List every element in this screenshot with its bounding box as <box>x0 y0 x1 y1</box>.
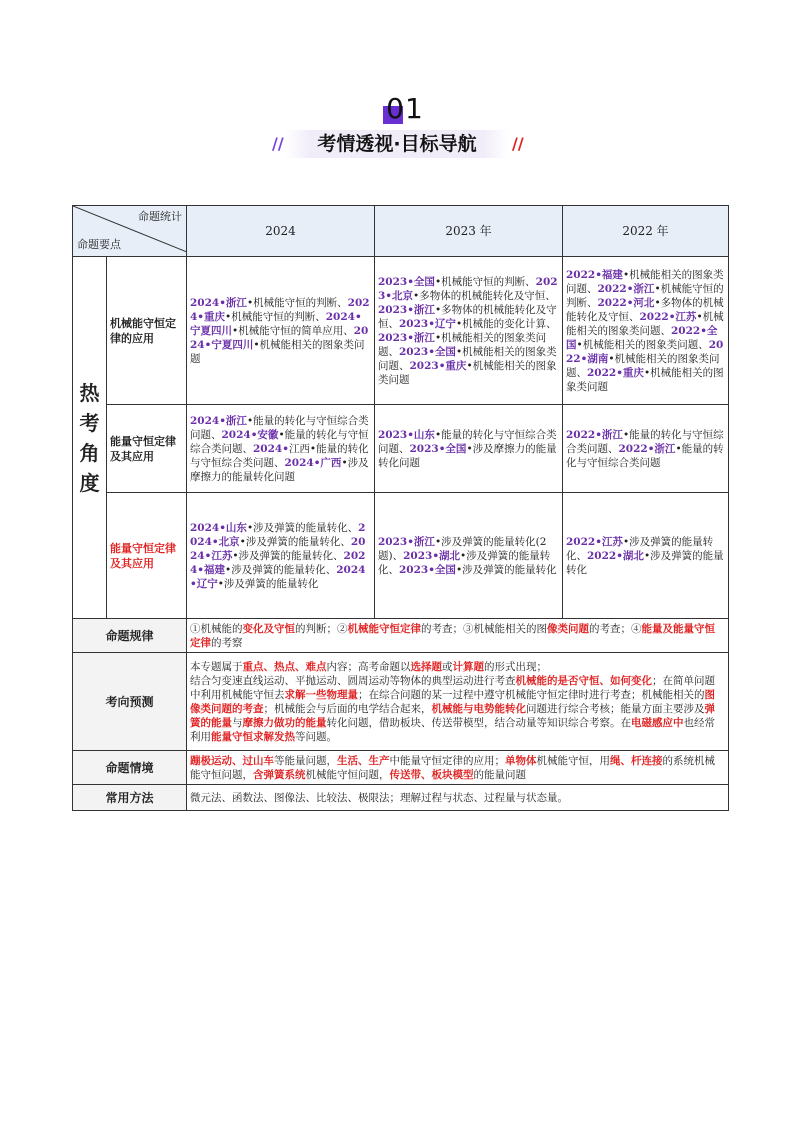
cell <box>375 493 563 619</box>
region-year-tag: 2024•福建 <box>190 549 366 576</box>
highlight-text: 计算题 <box>452 660 484 673</box>
text-segment: •能量的转化与守恒综合类问题、 <box>566 428 724 455</box>
text-segment: •涉及摩擦力的能量转化问题 <box>190 456 369 483</box>
text-segment: •机械能相关的图象类问题 <box>190 338 365 365</box>
region-year-tag: 2024•辽宁 <box>190 563 366 590</box>
text-segment: 本专题属于 <box>190 660 243 673</box>
text-segment: •涉及弹簧的能量转化、 <box>239 535 351 548</box>
group-label <box>73 257 107 619</box>
region-year-tag: 2023•湖北 <box>403 549 461 562</box>
text-segment: •涉及弹簧的能量转化、 <box>566 535 714 562</box>
region-year-tag: 2024•安徽 <box>221 428 279 441</box>
text-segment: •涉及弹簧的能量转化 <box>455 563 557 576</box>
text-segment: •能量的转化与守恒综合类问题、 <box>190 414 369 441</box>
region-year-tag: 2022•浙江 <box>618 442 676 455</box>
table-row <box>73 257 729 405</box>
cell <box>375 257 563 405</box>
region-year-tag: 2023•全国 <box>399 563 456 576</box>
group-label-char: 热 <box>79 380 100 405</box>
text-segment: 的考察 <box>211 636 243 649</box>
region-year-tag: 2022•江苏 <box>566 535 623 548</box>
text-segment: 等问题。 <box>295 730 337 743</box>
text-segment: ；在简单问题中利用机械能守恒去 <box>190 674 715 701</box>
region-year-tag: 2024•重庆 <box>190 296 370 323</box>
text-segment: •涉及弹簧的能量转化、 <box>232 549 344 562</box>
region-year-tag: 2022•湖北 <box>587 549 644 562</box>
highlight-text: 生活、生产 <box>337 754 390 767</box>
text-segment: •多物体的机械能转化及守恒、 <box>378 303 557 330</box>
highlight-text: 机械能与电势能转化 <box>431 702 526 715</box>
text-segment: •涉及弹簧的能量转化、 <box>246 521 359 534</box>
highlight-text: 重点、热点、难点 <box>242 660 327 673</box>
year-header: 2023 年 <box>375 206 563 257</box>
text-segment: 的判断；② <box>295 622 348 635</box>
region-year-tag: 2022•浙江 <box>566 428 623 441</box>
region-year-tag: 2023•浙江 <box>378 303 435 316</box>
highlight-text: 图像类问题的考查 <box>190 688 715 715</box>
highlight-text: 求解一些物理量 <box>284 688 358 701</box>
region-year-tag: 2024•浙江 <box>190 414 247 427</box>
region-year-tag: 2024•宁夏四川 <box>190 324 369 351</box>
region-year-tag: 2024•山东 <box>190 521 247 534</box>
highlight-text: 绳、杆连接 <box>610 754 663 767</box>
rule-label: 命题规律 <box>73 619 187 653</box>
text-segment: 机械能守恒，用 <box>536 754 610 767</box>
table-row <box>73 785 729 811</box>
region-year-tag: 2024•江苏 <box>190 535 366 562</box>
text-segment: •能量的转化与守恒综合类问题 <box>566 442 724 469</box>
region-year-tag: 2022•重庆 <box>587 366 644 379</box>
highlight-text: 机械能的是否守恒、如何变化 <box>515 674 652 687</box>
highlight-text: 传送带、板块模型 <box>389 768 474 781</box>
section-title: 考情透视·目标导航 <box>317 133 477 155</box>
exam-analysis-table <box>72 205 729 811</box>
highlight-text: 选择题 <box>410 660 442 673</box>
region-year-tag: 2023•山东 <box>378 428 435 441</box>
rule-text <box>187 619 729 653</box>
text-segment: 的能量问题 <box>473 768 526 781</box>
cell <box>187 405 375 493</box>
highlight-text: 单物体 <box>505 754 537 767</box>
highlight-text: 电磁感应中 <box>631 716 684 729</box>
situation-text <box>187 751 729 785</box>
highlight-text: 能量守恒求解发热 <box>211 730 295 743</box>
text-segment: •涉及弹簧的能量转化(2 题)、 <box>378 535 547 562</box>
year-header: 2024 <box>187 206 375 257</box>
situation-label: 命题情境 <box>73 751 187 785</box>
text-segment: •多物体的机械能转化及守恒、 <box>566 296 724 323</box>
table-row <box>73 653 729 751</box>
slash-decoration-left: // <box>272 134 284 153</box>
region-year-tag: 2023•辽宁 <box>399 317 456 330</box>
text-segment: •涉及弹簧的能量转化、 <box>225 563 337 576</box>
highlight-text: 像类问题 <box>547 622 589 635</box>
text-segment: 与 <box>232 716 243 729</box>
text-segment: ①机械能的 <box>190 622 243 635</box>
table-row <box>73 405 729 493</box>
text-segment: 江西•能量的转化与守恒综合类问题、 <box>190 442 369 469</box>
region-year-tag: 2023•全国 <box>409 442 467 455</box>
text-segment: ；在综合问题的某一过程中遵守机械能守恒定律时进行考查；机械能相关的 <box>358 688 705 701</box>
text-segment: 结合匀变速直线运动、平抛运动、圆周运动等物体的典型运动进行考查 <box>190 674 516 687</box>
text-segment: 机械能守恒问题， <box>305 768 390 781</box>
corner-cell <box>73 206 187 257</box>
highlight-text: 含弹簧系统 <box>253 768 306 781</box>
predict-line <box>190 660 725 674</box>
row-label: 能量守恒定律及其应用 <box>107 405 187 493</box>
predict-label: 考向预测 <box>73 653 187 751</box>
text-segment: •机械能相关的图象类问题 <box>566 366 724 393</box>
text-segment: •机械能守恒的判断、 <box>566 282 724 309</box>
text-segment: •机械能相关的图象类问题 <box>378 359 557 386</box>
text-segment: •机械能相关的图象类问题、 <box>378 331 547 358</box>
predict-text <box>187 653 729 751</box>
region-year-tag: 2024• <box>253 442 289 455</box>
text-segment: 中能量守恒定律的应用； <box>389 754 505 767</box>
text-segment: 问题进行综合考核；能量方面主要涉及 <box>526 702 705 715</box>
region-year-tag: 2023•北京 <box>378 275 558 302</box>
year-header: 2022 年 <box>563 206 729 257</box>
text-segment: 的考查；④ <box>589 622 642 635</box>
region-year-tag: 2024•广西 <box>284 456 342 469</box>
text-segment: •机械能相关的图象类问题、 <box>566 268 724 295</box>
text-segment: •机械能守恒的简单应用、 <box>232 324 354 337</box>
text-segment: •机械能相关的图象类问题、 <box>566 310 724 337</box>
region-year-tag: 2023•浙江 <box>378 535 435 548</box>
region-year-tag: 2022•河北 <box>597 296 655 309</box>
highlight-text: 能量及能量守恒定律 <box>190 622 715 649</box>
text-segment: 的系统机械能守恒问题， <box>190 754 715 781</box>
text-segment: •机械能守恒的判断、 <box>225 310 326 323</box>
cell <box>375 405 563 493</box>
highlight-text: 机械能守恒定律 <box>347 622 421 635</box>
group-label-char: 考 <box>79 410 100 435</box>
group-label-char: 角 <box>79 440 100 465</box>
text-segment: 也经常利用 <box>190 716 715 743</box>
methods-label: 常用方法 <box>73 785 187 811</box>
text-segment: •涉及弹簧的能量转化 <box>217 577 319 590</box>
group-label-char: 度 <box>79 470 100 495</box>
table-row <box>73 493 729 619</box>
text-segment: •机械能的变化计算、 <box>455 317 557 330</box>
region-year-tag: 2023•重庆 <box>409 359 467 372</box>
text-segment: •涉及弹簧的能量转化、 <box>378 549 551 576</box>
cell <box>563 257 729 405</box>
region-year-tag: 2022•福建 <box>566 268 623 281</box>
table-row <box>73 751 729 785</box>
region-year-tag: 2024•浙江 <box>190 296 247 309</box>
text-segment: •多物体的机械能转化及守恒、 <box>413 289 556 302</box>
highlight-text: 摩擦力做功的能量 <box>242 716 327 729</box>
region-year-tag: 2023•全国 <box>378 275 435 288</box>
region-year-tag: 2022•江苏 <box>639 310 697 323</box>
region-year-tag: 2022•湖南 <box>566 338 724 365</box>
section-number: 01 <box>386 92 424 125</box>
highlight-text: 蹦极运动、过山车 <box>190 754 274 767</box>
text-segment: 的考查；③机械能相关的图 <box>421 622 547 635</box>
cell <box>563 493 729 619</box>
region-year-tag: 2024•北京 <box>190 521 366 548</box>
text-segment: •机械能守恒的判断、 <box>434 275 536 288</box>
table-header-row <box>73 206 729 257</box>
row-label: 机械能守恒定律的应用 <box>107 257 187 405</box>
methods-text: 微元法、函数法、图像法、比较法、极限法；理解过程与状态、过程量与状态量。 <box>187 785 729 811</box>
slash-decoration-right: // <box>512 134 524 153</box>
text-segment: •机械能相关的图象类问题、 <box>566 352 720 379</box>
text-segment: 的形式出现； <box>484 660 547 673</box>
text-segment: •能量的转化与守恒综合类问题、 <box>378 428 557 455</box>
region-year-tag: 2023•全国 <box>399 345 456 358</box>
row-label: 能量守恒定律及其应用 <box>107 493 187 619</box>
text-segment: •机械能相关的图象类问题、 <box>378 345 557 372</box>
highlight-text: 变化及守恒 <box>242 622 295 635</box>
table-row <box>73 619 729 653</box>
predict-line <box>190 674 725 744</box>
text-segment: •能量的转化与守恒综合类问题、 <box>190 428 369 455</box>
text-segment: ；机械能会与后面的电学结合起来， <box>263 702 432 715</box>
region-year-tag: 2022•浙江 <box>597 282 655 295</box>
text-segment: •涉及摩擦力的能量转化问题 <box>378 442 557 469</box>
text-segment: 或 <box>442 660 453 673</box>
cell <box>563 405 729 493</box>
corner-top-label: 命题统计 <box>138 210 182 223</box>
text-segment: 转化问题，借助板块、传送带模型，结合动量等知识综合考察。在 <box>326 716 631 729</box>
text-segment: •机械能守恒的判断、 <box>246 296 348 309</box>
cell <box>187 493 375 619</box>
cell <box>187 257 375 405</box>
highlight-text: 弹簧的能量 <box>190 702 715 729</box>
text-segment: •机械能相关的图象类问题、 <box>576 338 709 351</box>
text-segment: 等能量问题， <box>274 754 337 767</box>
region-year-tag: 2022•全国 <box>566 324 718 351</box>
text-segment: •涉及弹簧的能量转化 <box>566 549 724 576</box>
region-year-tag: 2024•宁夏四川 <box>190 310 362 337</box>
corner-bottom-label: 命题要点 <box>77 238 121 251</box>
region-year-tag: 2023•浙江 <box>378 331 435 344</box>
text-segment: 内容；高考命题以 <box>326 660 411 673</box>
